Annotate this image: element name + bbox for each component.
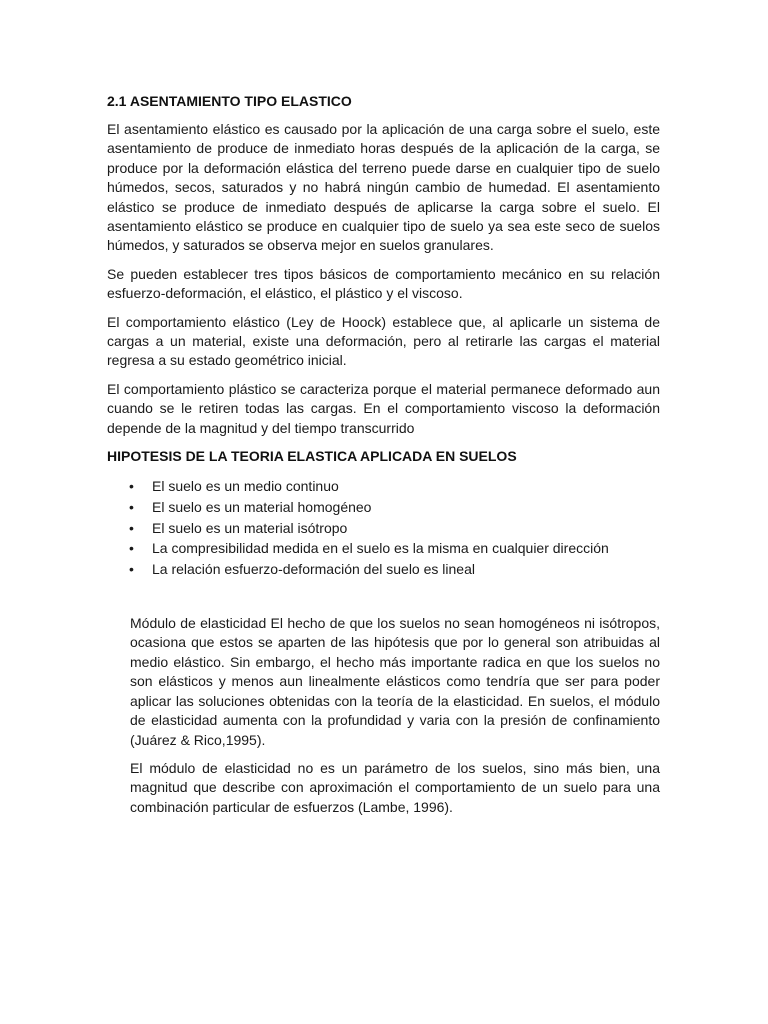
list-item-text: La relación esfuerzo-deformación del suelo es lineal [152, 561, 475, 578]
list-item-text: El suelo es un material homogéneo [152, 498, 372, 515]
bullet-icon: • [129, 519, 134, 536]
paragraph-tipos-comportamiento: Se pueden establecer tres tipos básicos de comportamiento mecánico en su relación esfuerzo-deformación, el elástico, el plástico y el viscoso. [107, 265, 660, 302]
list-item [107, 518, 660, 539]
paragraph-asentamiento: El asentamiento elástico es causado por la aplicación de una carga sobre el suelo, este asentamiento de produce de inmediato horas después de la aplicación de la carga, se produce por la deformación elástica del terreno puede darse en cualquier tipo de suelo húmedos, secos, saturados y no habrá ningún cambio de humedad. El asentamiento elástico se produce de inmediato después de aplicarse la carga sobre el suelo. El asentamiento elástico se produce en cualquier tipo de suelo ya sea este seco de suelos húmedos, y saturados se observa mejor en suelos granulares. [107, 121, 660, 254]
paragraph-comportamiento-plastico: El comportamiento plástico se caracteriza porque el material permanece deformado aun cuando se le retiren todas las cargas. En el comportamiento viscoso la deformación depende de la magnitud y del tiempo transcurrido [107, 380, 660, 436]
hypothesis-title: HIPOTESIS DE LA TEORIA ELASTICA APLICADA EN SUELOS [107, 448, 517, 465]
paragraph-modulo-elasticidad: Módulo de elasticidad El hecho de que los suelos no sean homogéneos ni isótropos, ocasiona que estos se aparten de las hipótesis que por lo general son atribuidas al medio elástico. Sin embargo, el hecho más importante radica en que los suelos no son elásticos y menos aun linealmente elásticos como tendría que ser para poder aplicar las soluciones obtenidas con la teoría de la elasticidad. En suelos, el módulo de elasticidad aumenta con la profundidad y varia con la presión de confinamiento (Juárez & Rico,1995). [130, 615, 660, 748]
list-item [107, 538, 660, 559]
list-item [107, 497, 660, 518]
list-item-text: El suelo es un material isótropo [152, 519, 348, 536]
list-item [107, 476, 660, 497]
document-body [107, 92, 660, 817]
section-title: 2.1 ASENTAMIENTO TIPO ELASTICO [107, 93, 352, 109]
bullet-icon: • [129, 478, 134, 495]
list-item-text: La compresibilidad medida en el suelo es la misma en cualquier dirección [152, 540, 609, 557]
paragraph-modulo-magnitud: El módulo de elasticidad no es un parámetro de los suelos, sino más bien, una magnitud que describe con aproximación el comportamiento de un suelo para una combinación particular de esfuerzos (Lambe, 1996). [130, 759, 660, 815]
list-item [107, 559, 660, 580]
paragraph-comportamiento-elastico: El comportamiento elástico (Ley de Hoock) establece que, al aplicarle un sistema de cargas a un material, existe una deformación, pero al retirarle las cargas el material regresa a su estado geométrico inicial. [107, 313, 660, 369]
hypothesis-list [107, 476, 660, 580]
bullet-icon: • [129, 540, 134, 557]
list-item-text: El suelo es un medio continuo [152, 478, 339, 495]
bullet-icon: • [129, 498, 134, 515]
bullet-icon: • [129, 561, 134, 578]
